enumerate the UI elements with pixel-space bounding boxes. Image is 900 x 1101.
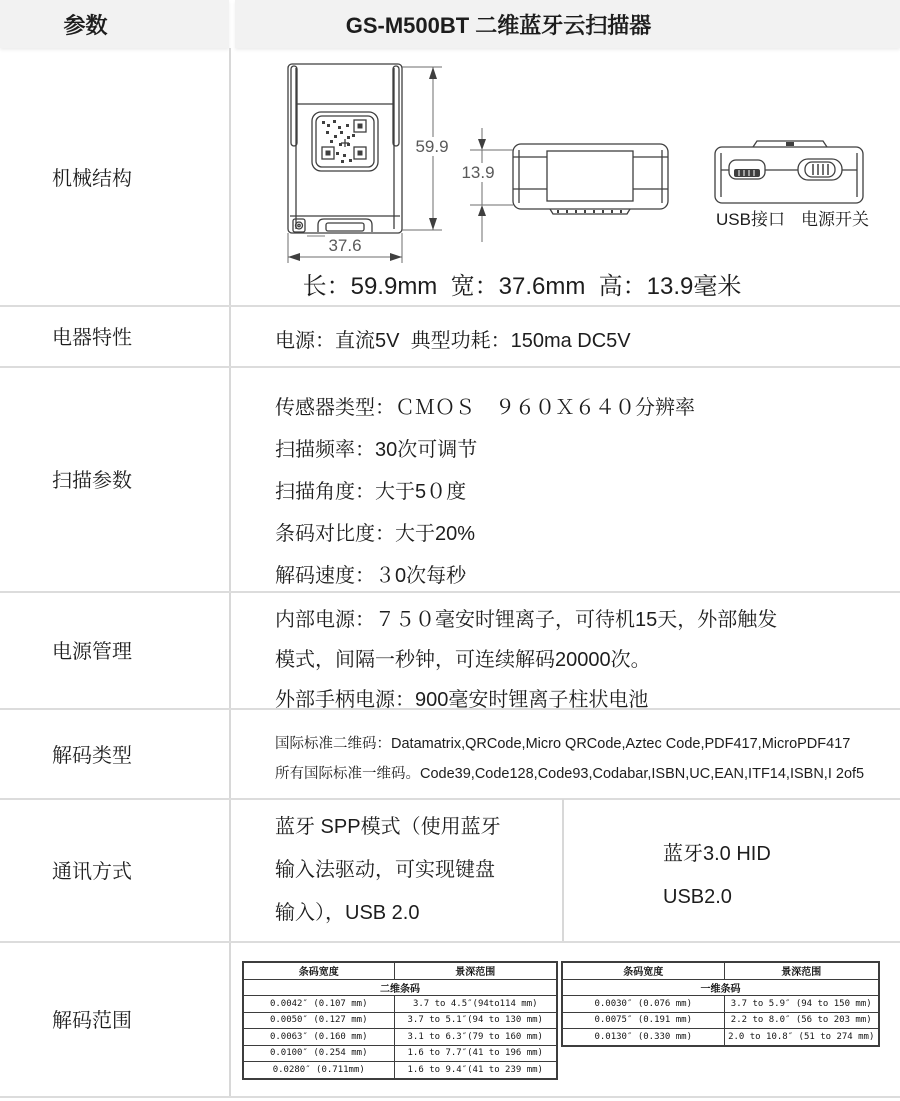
- cell: 3.7 to 5.1″(94 to 130 mm): [394, 1012, 557, 1029]
- row-label-mechanical: [0, 48, 230, 305]
- row-label-power: [0, 591, 230, 708]
- col-header: 条码宽度: [243, 962, 394, 979]
- power-lines: [275, 600, 777, 720]
- table-row: [243, 1062, 557, 1079]
- scanning-line: 传感器类型：ＣＭＯＳ ９６０Ｘ６４０分辨率: [275, 397, 695, 419]
- decode-range-table-1d: [561, 961, 880, 1047]
- row-label-scanning: [0, 366, 230, 591]
- scanning-lines: [275, 387, 695, 597]
- table-row: [243, 996, 557, 1013]
- cell: 3.7 to 5.9″ (94 to 150 mm): [724, 996, 879, 1013]
- header-param-cell: [0, 0, 229, 48]
- cell: 1.6 to 9.4″(41 to 239 mm): [394, 1062, 557, 1079]
- bottom-view-drawing: [715, 141, 863, 203]
- cell: 3.7 to 4.5″(94to114 mm): [394, 996, 557, 1013]
- decode-type-lines: [275, 729, 864, 789]
- qr-code-icon: [312, 112, 378, 171]
- electrical-text: 电源：直流5V 典型功耗：150ma DC5V: [275, 330, 631, 352]
- dim-height-text: 59.9: [415, 137, 449, 156]
- scanning-line: 条码对比度：大于20%: [275, 523, 476, 545]
- label-text: 扫描参数: [52, 470, 132, 492]
- label-text: 机械结构: [52, 168, 132, 190]
- table-header-row: [562, 962, 879, 979]
- comm-right-line: 蓝牙3.0 HID: [663, 843, 771, 865]
- cell: 0.0042″ (0.107 mm): [243, 996, 394, 1013]
- cell: 0.0050″ (0.127 mm): [243, 1012, 394, 1029]
- label-text: 通讯方式: [52, 861, 132, 883]
- dimensions-caption: 长：59.9mm 宽：37.6mm 高：13.9毫米: [302, 273, 742, 300]
- row-divider: [0, 1096, 900, 1098]
- table-row: [243, 1045, 557, 1062]
- power-line: 模式，间隔一秒钟，可连续解码20000次。: [275, 649, 651, 671]
- cell: 0.0130″ (0.330 mm): [562, 1029, 724, 1046]
- comm-left-line: 输入），USB 2.0: [275, 902, 420, 924]
- table-row: [243, 1029, 557, 1046]
- comm-right-line: USB2.0: [663, 886, 732, 908]
- col-header: 景深范围: [724, 962, 879, 979]
- comm-cell-divider: [562, 799, 564, 941]
- scanning-line: 扫描角度：大于5０度: [275, 481, 467, 503]
- dim-13-9: [470, 128, 513, 242]
- table-group-row: [243, 979, 557, 996]
- comm-left-cell: [275, 806, 501, 935]
- usb-port-icon: [729, 160, 765, 179]
- front-view-drawing: [288, 64, 402, 237]
- power-line: 内部电源：７５０毫安时锂离子，可待机15天，外部触发: [275, 609, 778, 631]
- product-title: GS-M500BT 二维蓝牙云扫描器: [345, 12, 652, 38]
- cell: 3.1 to 6.3″(79 to 160 mm): [394, 1029, 557, 1046]
- col-header: 条码宽度: [562, 962, 724, 979]
- row-label-decode-types: [0, 708, 230, 798]
- table-group-row: [562, 979, 879, 996]
- table-row: [562, 996, 879, 1013]
- dim-width-text: 37.6: [328, 236, 362, 255]
- col-header: 景深范围: [394, 962, 557, 979]
- scanning-line: 解码速度：３0次每秒: [275, 565, 467, 587]
- cell: 2.0 to 10.8″ (51 to 274 mm): [724, 1029, 879, 1046]
- header-param-label: 参数: [63, 12, 108, 38]
- table-row: [562, 1029, 879, 1046]
- cell: 2.2 to 8.0″ (56 to 203 mm): [724, 1012, 879, 1029]
- header-title-cell: [235, 0, 900, 48]
- usb-port-label: USB接口: [716, 210, 785, 229]
- group-header: 一维条码: [562, 979, 879, 996]
- cell: 1.6 to 7.7″(41 to 196 mm): [394, 1045, 557, 1062]
- cell: 0.0030″ (0.076 mm): [562, 996, 724, 1013]
- label-text: 解码范围: [52, 1010, 132, 1032]
- decode-range-table-2d: [242, 961, 558, 1080]
- comm-right-cell: [663, 833, 771, 919]
- comm-left-line: 输入法驱动，可实现键盘: [275, 859, 495, 881]
- decode-type-line: 所有国际标准一维码。Code39,Code128,Code93,Codabar,ISBN,UC,EAN,ITF14,ISBN,I 2of5: [275, 766, 865, 782]
- table-header-row: [243, 962, 557, 979]
- cell: 0.0100″ (0.254 mm): [243, 1045, 394, 1062]
- comm-left-line: 蓝牙 SPP模式（使用蓝牙: [275, 816, 501, 838]
- dim-thickness-text: 13.9: [461, 163, 495, 182]
- row-label-communication: [0, 798, 230, 941]
- side-view-drawing: [513, 144, 668, 214]
- table-row: [243, 1012, 557, 1029]
- cell: 0.0063″ (0.160 mm): [243, 1029, 394, 1046]
- scanning-line: 扫描频率：30次可调节: [275, 439, 478, 461]
- power-switch-label: 电源开关: [801, 210, 869, 229]
- cell: 0.0075″ (0.191 mm): [562, 1012, 724, 1029]
- label-text: 电源管理: [52, 641, 132, 663]
- power-switch-icon: [798, 159, 842, 180]
- decode-type-line: 国际标准二维码：Datamatrix,QRCode,Micro QRCode,Aztec Code,PDF417,MicroPDF417: [275, 736, 851, 752]
- group-header: 二维条码: [243, 979, 557, 996]
- row-label-electrical: [0, 305, 230, 366]
- label-text: 电器特性: [52, 327, 132, 349]
- cell: 0.0280″ (0.711mm): [243, 1062, 394, 1079]
- power-line: 外部手柄电源：900毫安时锂离子柱状电池: [275, 689, 649, 711]
- table-row: [562, 1012, 879, 1029]
- row-label-decode-range: [0, 941, 230, 1096]
- label-text: 解码类型: [52, 744, 132, 767]
